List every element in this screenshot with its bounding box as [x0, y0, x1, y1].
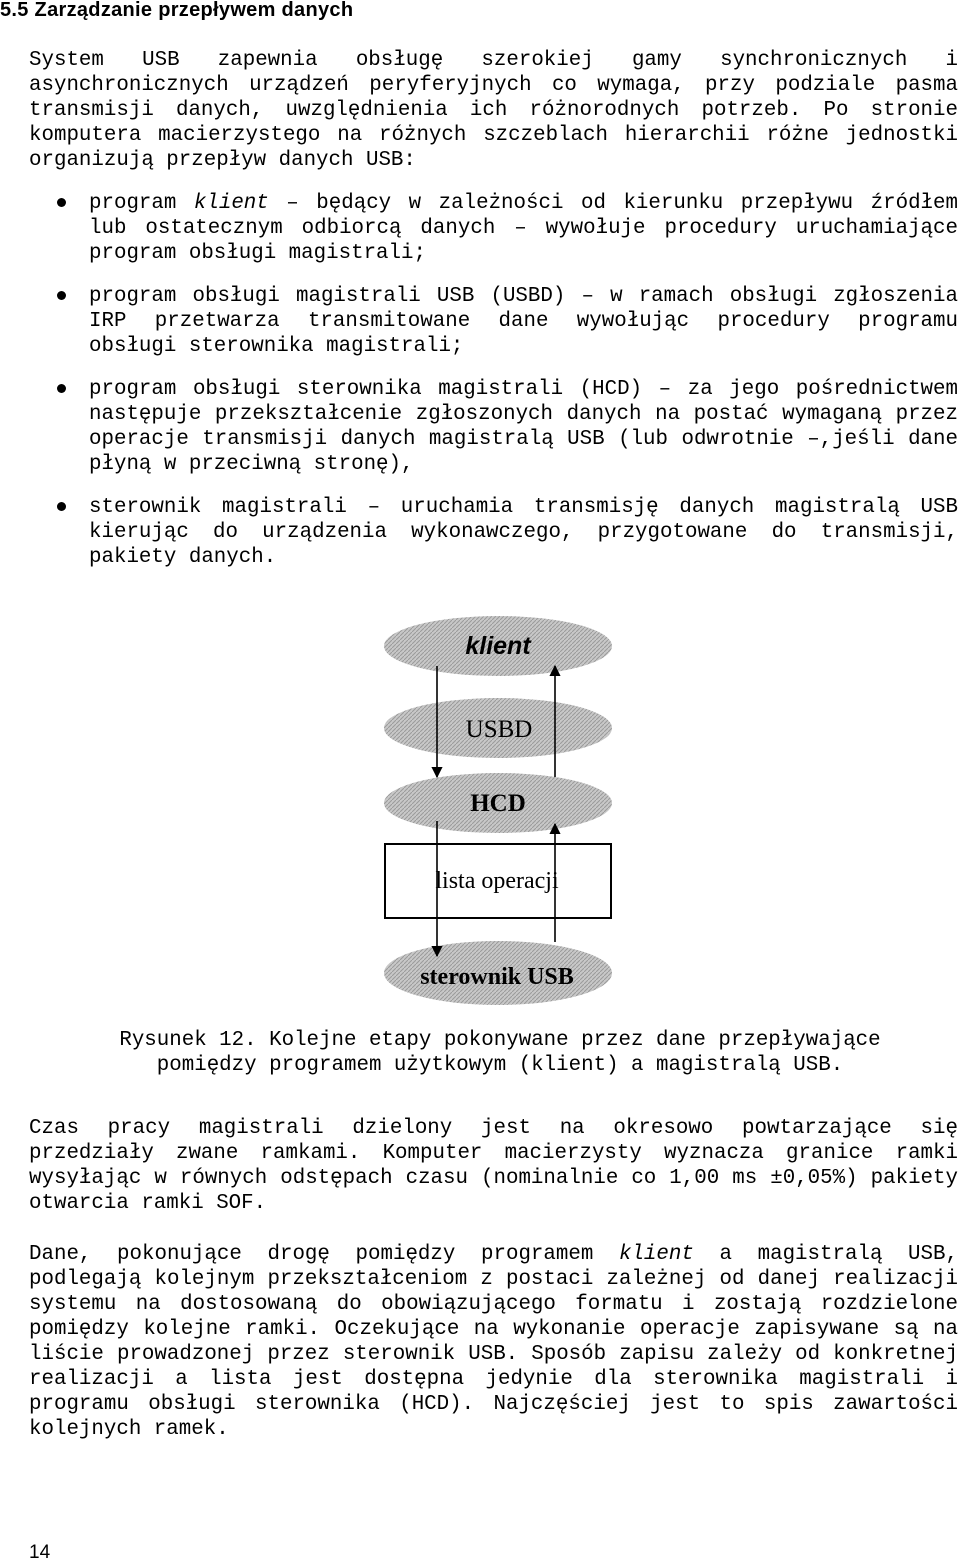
bullet-text-pre: program	[89, 192, 194, 215]
paragraph-text-pre: Dane, pokonujące drogę pomiędzy programem	[29, 1243, 619, 1266]
bullet-item-hcd: program obsługi sterownika magistrali (HCD) – za jego pośrednictwem następuje przekształcenie zgłoszonych danych na postać wymaganą przez operacje transmisji danych magistralą USB (lub odwrotnie –,jeśli dane płyną w przeciwną stronę),	[89, 378, 958, 476]
bullet-text-post: – będący w zależności od kierunku przepływu źródłem lub ostatecznym odbiorcą danych – wywołuje procedury uruchamiające program obsługi magistrali;	[89, 192, 958, 265]
layer-label-hcd: HCD	[470, 790, 526, 817]
paragraph-data-transformation	[29, 1242, 958, 1442]
paragraph-frames: Czas pracy magistrali dzielony jest na okresowo powtarzające się przedziały zwane ramkami. Komputer macierzysty wyznacza granice ramki wysyłając w równych odstępach czasu (nominalnie co 1,00 ms ±0,05%) pakiety otwarcia ramki SOF.	[29, 1117, 958, 1215]
bullet-item-usbd: program obsługi magistrali USB (USBD) – w ramach obsługi zgłoszenia IRP przetwarza transmitowane dane wywołując procedury programu obsługi sterownika magistrali;	[89, 285, 958, 358]
layer-label-lista-operacji: lista operacji	[435, 868, 559, 894]
paragraph-text-emphasis: klient	[618, 1243, 694, 1266]
figure-caption-line1: Rysunek 12. Kolejne etapy pokonywane przez dane przepływające	[119, 1029, 881, 1052]
figure-caption-line2: pomiędzy programem użytkowym (klient) a magistralą USB.	[156, 1054, 844, 1077]
intro-paragraph: System USB zapewnia obsługę szerokiej gamy synchronicznych i asynchronicznych urządzeń peryferyjnych co wymaga, przy podziale pasma transmisji danych, uwzględnienia ich różnorodnych potrzeb. Po stronie komputera macierzystego na różnych szczeblach hierarchii różne jednostki organizują przepływ danych USB:	[29, 49, 958, 172]
page-number: 14	[29, 1542, 51, 1563]
layer-label-sterownik-usb: sterownik USB	[420, 964, 574, 990]
paragraph-text-post: a magistralą USB, podlegają kolejnym przekształceniom z postaci zależnej od danej realizacji systemu na dostosowaną do obowiązującego formatu i zostają rozdzielone pomiędzy kolejne ramki. Oczekujące na wykonanie operacje zapisywane są na liście prowadzonej przez sterownik USB. Sposób zapisu zależy od konkretnej realizacji a lista jest dostępna jedynie dla sterownika magistrali i programu obsługi sterownika (HCD). Najczęściej jest to spis zawartości kolejnych ramek.	[29, 1243, 958, 1441]
layer-label-klient: klient	[465, 632, 531, 660]
section-heading: 5.5 Zarządzanie przepływem danych	[0, 0, 354, 21]
bullet-item-sterownik: sterownik magistrali – uruchamia transmisję danych magistralą USB kierując do urządzenia wykonawczego, przygotowane do transmisji, pakiety danych.	[89, 496, 958, 569]
layer-label-usbd: USBD	[465, 716, 533, 743]
bullet-text-emphasis: klient	[193, 192, 269, 215]
